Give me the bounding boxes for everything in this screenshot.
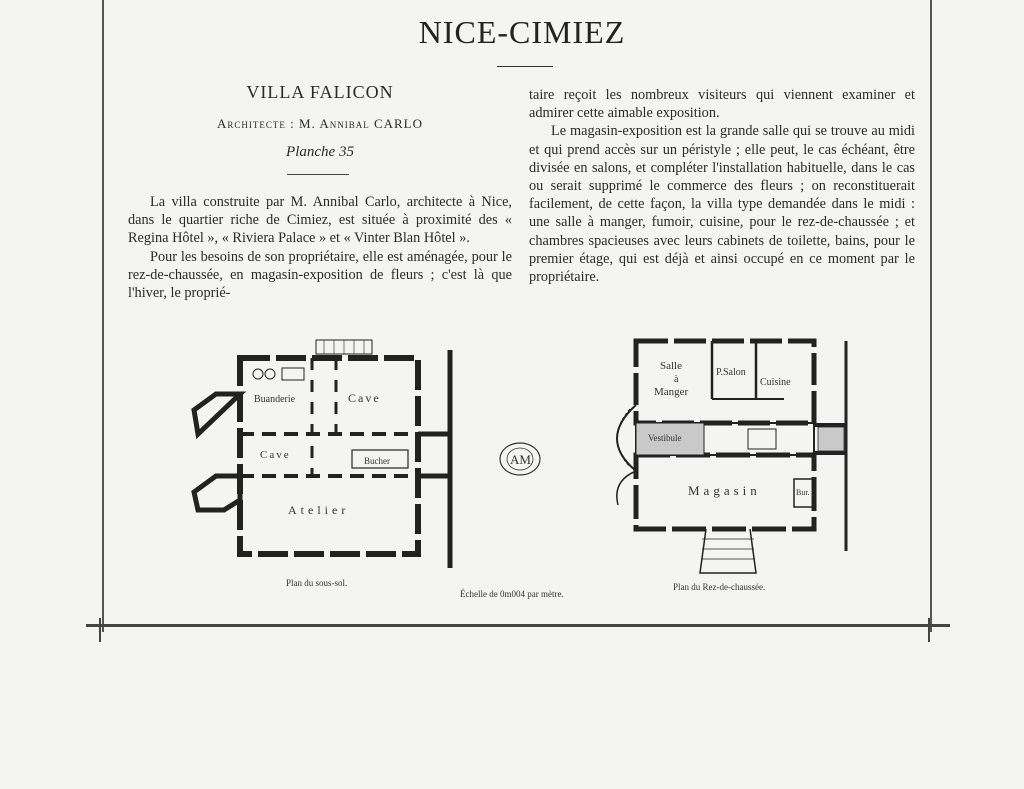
room-label-salle: Salle <box>660 360 682 372</box>
room-label-buanderie: Buanderie <box>254 394 296 405</box>
paragraph: La villa construite par M. Annibal Carlo, architecte à Nice, dans le quartier riche de Cimiez, est située à proximité des « Regina Hôtel », « Riviera Palace » et « Vinter Blan Hôtel ». <box>128 194 512 247</box>
frame-bottom-rule <box>86 624 950 627</box>
room-label-a: à <box>674 374 679 385</box>
paragraph: Le magasin-exposition est la grande salle qui se trouve au midi et qui prend accès sur un péristyle ; elle peut, le cas échéant, être divisée en salons, et compléter l'installation habituelle, dans le cas ou serait supprimé le commerce des fleurs ; on reconstituerait facilement, de cette façon, la villa type demandée dans le midi : une salle à manger, fumoir, cuisine, pour le rez-de-chaussée ; et chambres spacieuses avec leurs cabinets de toilette, bains, pour le premier étage, qui est déjà et ainsi occupé en ce moment par le propriétaire. <box>529 123 915 286</box>
room-label-bureau: Bur. <box>796 488 810 497</box>
heading-rule <box>287 174 349 175</box>
room-label-petit-salon: P.Salon <box>716 367 746 378</box>
paragraph: taire reçoit les nombreux visiteurs qui viennent examiner et admirer cette aimable exposition. <box>529 87 915 122</box>
room-label-atelier: Atelier <box>288 503 350 517</box>
room-label-manger: Manger <box>654 386 689 398</box>
frame-corner-left <box>99 618 101 642</box>
frame-corner-right <box>928 618 930 642</box>
paragraph: Pour les besoins de son propriétaire, elle est aménagée, pour le rez-de-chaussée, en magasin-exposition de fleurs ; c'est là que l'hiver, le proprié- <box>128 248 512 302</box>
ground-floor-plan <box>584 333 854 578</box>
basement-floor-plan <box>188 336 458 576</box>
room-label-magasin: Magasin <box>688 483 761 498</box>
frame-right-rule <box>930 0 932 632</box>
text-column-left <box>128 193 512 302</box>
title-rule <box>497 66 553 67</box>
room-label-bucher: Bucher <box>364 456 390 466</box>
scale-caption: Échelle de 0m004 par mètre. <box>460 589 564 599</box>
frame-left-rule <box>102 0 104 632</box>
room-label-cuisine: Cuisine <box>760 377 791 388</box>
villa-heading: VILLA FALICON <box>246 82 394 102</box>
text-column-right <box>529 86 915 286</box>
architect-monogram <box>494 437 546 481</box>
room-label-cave: Cave <box>348 391 381 405</box>
page-title: NICE-CIMIEZ <box>418 14 626 50</box>
ground-floor-plan-caption: Plan du Rez-de-chaussée. <box>673 582 766 592</box>
room-label-vestibule: Vestibule <box>648 433 682 443</box>
room-label-cave: Cave <box>260 449 291 461</box>
architect-line: Architecte : M. Annibal CARLO <box>216 116 424 131</box>
basement-plan-caption: Plan du sous-sol. <box>286 578 348 588</box>
planche-label: Planche 35 <box>286 144 354 160</box>
monogram-text: AM <box>510 452 531 467</box>
